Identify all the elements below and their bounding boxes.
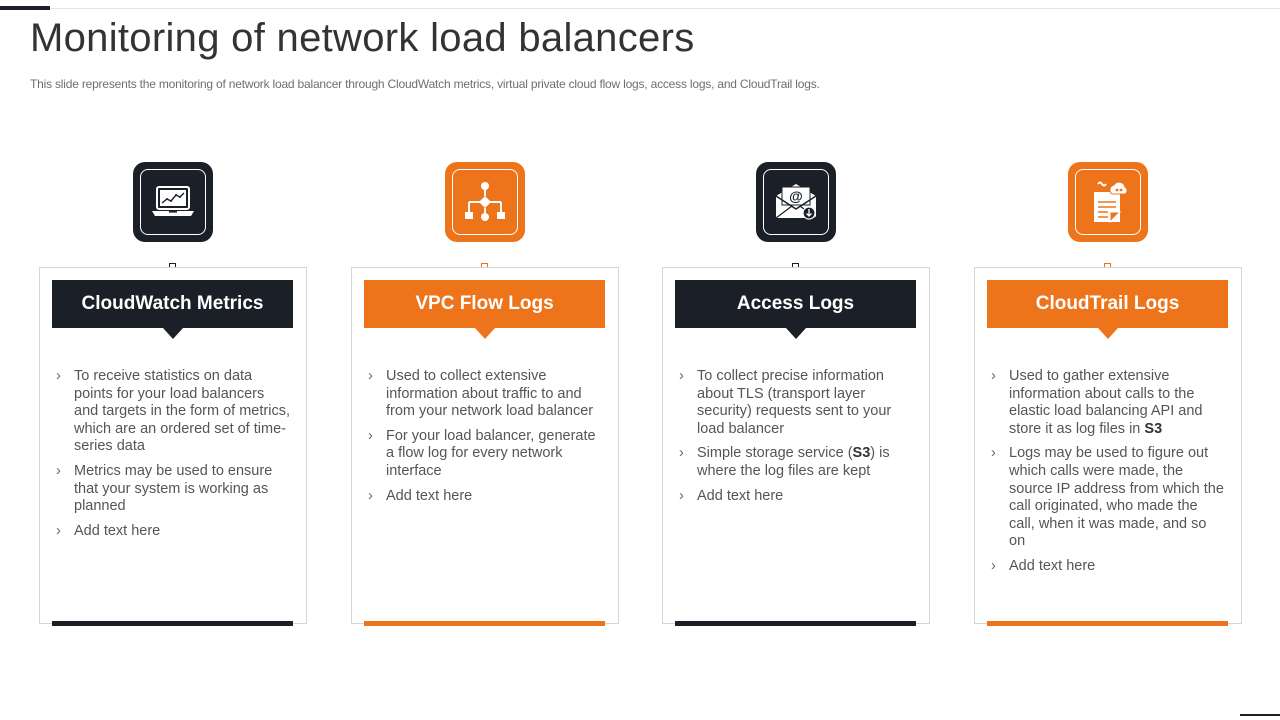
bullet-list — [991, 368, 1226, 583]
card-cloudwatch-metrics — [39, 162, 307, 626]
bullet-list — [368, 368, 603, 512]
list-item: › For your load balancer, generate a flow log for every network interface — [368, 428, 603, 481]
list-item: › Add text here — [679, 488, 914, 506]
laptop-chart-icon — [150, 185, 196, 219]
bottom-accent-bar — [1240, 714, 1280, 716]
card-header — [987, 280, 1228, 328]
top-accent-bar — [0, 6, 50, 10]
card-header-label: CloudWatch Metrics — [81, 293, 264, 314]
top-divider — [50, 8, 1280, 9]
card-bottom-bar — [364, 621, 605, 626]
icon-tile — [445, 162, 525, 242]
card-header-label: VPC Flow Logs — [415, 293, 554, 314]
page-title: Monitoring of network load balancers — [30, 16, 695, 60]
card-bottom-bar — [675, 621, 916, 626]
icon-tile — [1068, 162, 1148, 242]
s3-bold: S3 — [852, 445, 871, 462]
list-item: › Simple storage service (S3) is where the log files are kept — [679, 445, 914, 480]
card-bottom-bar — [52, 621, 293, 626]
s3-bold: S3 — [1144, 420, 1163, 437]
card-cloudtrail-logs — [974, 162, 1242, 626]
list-item: › Add text here — [368, 488, 603, 506]
list-item: › Add text here — [56, 523, 291, 541]
card-vpc-flow-logs — [351, 162, 619, 626]
card-access-logs — [662, 162, 930, 626]
list-item: › Used to gather extensive information about calls to the elastic load balancing API and store it as log files in S3 — [991, 368, 1226, 438]
card-bottom-bar — [987, 621, 1228, 626]
card-header — [675, 280, 916, 328]
card-header — [52, 280, 293, 328]
page-subtitle: This slide represents the monitoring of network load balancer through CloudWatch metrics, virtual private cloud flow logs, access logs, and CloudTrail logs. — [30, 77, 820, 91]
flowchart-icon — [463, 180, 507, 224]
card-header-label: Access Logs — [736, 293, 855, 314]
card-header-label: CloudTrail Logs — [1035, 293, 1180, 314]
list-item: › Used to collect extensive information about traffic to and from your network load balancer — [368, 368, 603, 421]
list-item: › Metrics may be used to ensure that your system is working as planned — [56, 463, 291, 516]
cloud-document-icon — [1086, 180, 1130, 224]
bullet-list — [679, 368, 914, 512]
svg-text:@: @ — [789, 188, 803, 204]
list-item: › Logs may be used to figure out which calls were made, the source IP address from which the call originated, who made the call, when it was made, and so on — [991, 445, 1226, 551]
icon-tile — [133, 162, 213, 242]
list-item: › To collect precise information about TLS (transport layer security) requests sent to your load balancer — [679, 368, 914, 438]
list-item: › Add text here — [991, 558, 1226, 576]
bullet-list — [56, 368, 291, 547]
email-envelope-icon — [773, 182, 819, 222]
list-item: › To receive statistics on data points for your load balancers and targets in the form of metrics, which are an ordered set of time-series data — [56, 368, 291, 456]
card-header — [364, 280, 605, 328]
icon-tile — [756, 162, 836, 242]
